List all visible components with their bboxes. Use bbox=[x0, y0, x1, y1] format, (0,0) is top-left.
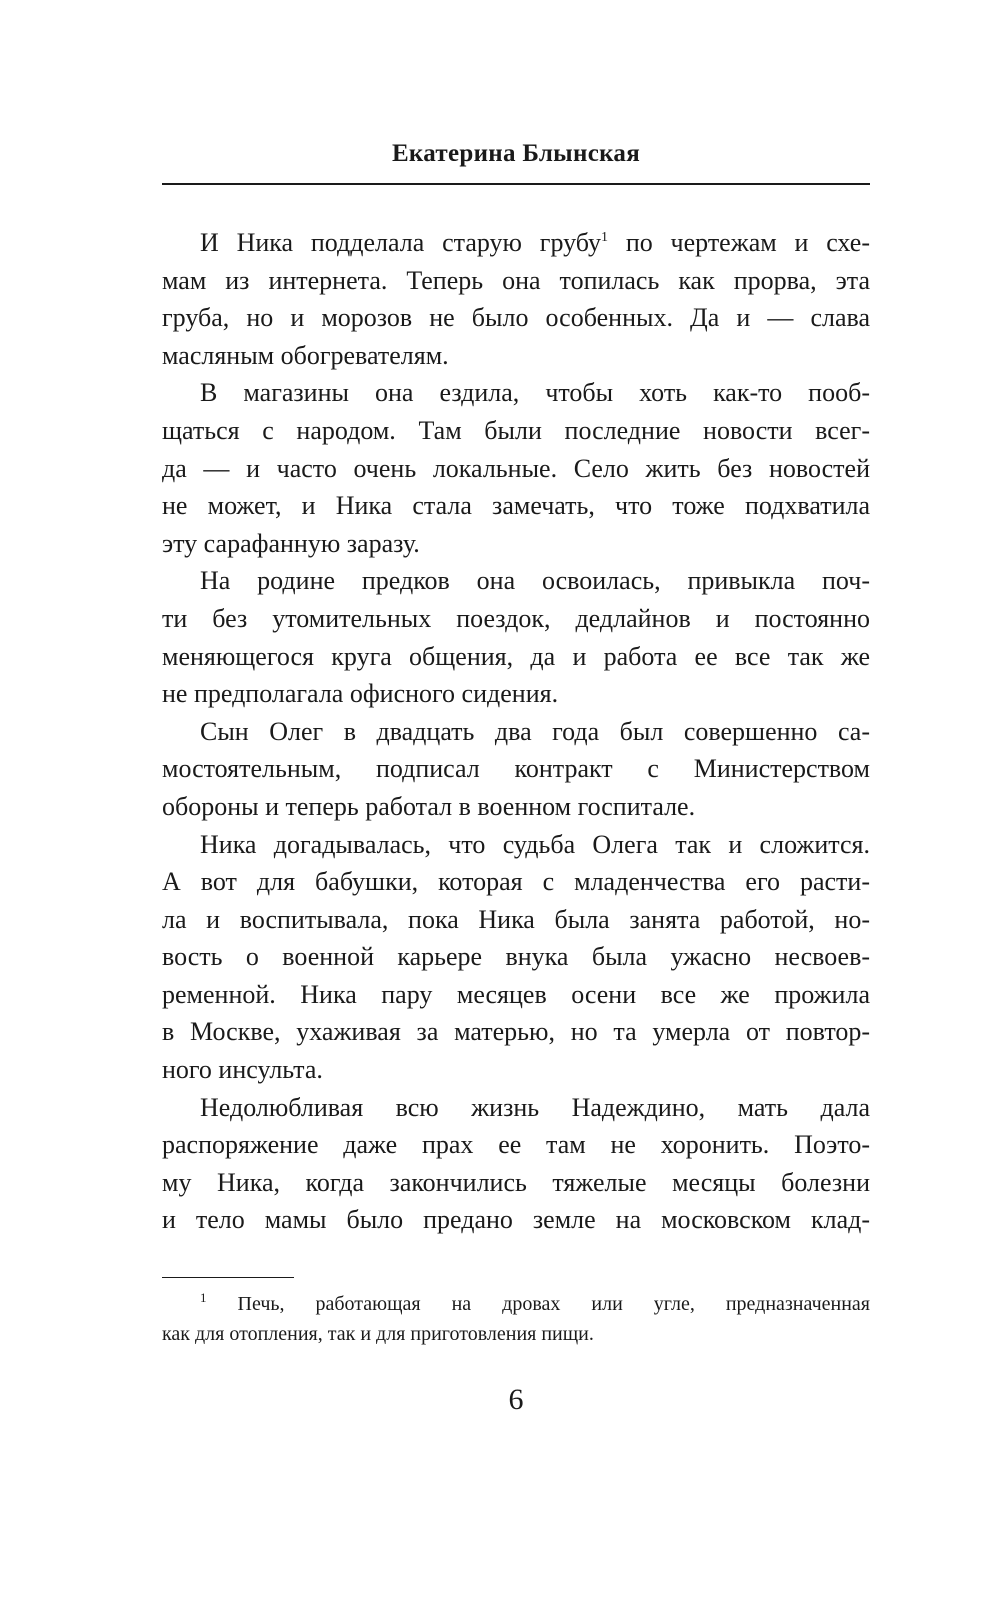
text-line: щаться с народом. Там были последние новости всег- bbox=[162, 415, 870, 445]
paragraph-6 bbox=[162, 1089, 870, 1239]
text-line: вость о военной карьере внука была ужасно несвоев- bbox=[162, 942, 870, 972]
page-number: 6 bbox=[508, 1383, 524, 1416]
text-line: Сын Олег в двадцать два года был совершенно са- bbox=[200, 716, 870, 746]
text-line: А вот для бабушки, которая с младенчества его расти- bbox=[162, 867, 870, 897]
text-line: ти без утомительных поездок, дедлайнов и постоянно bbox=[162, 603, 870, 633]
paragraph-2 bbox=[162, 374, 870, 562]
paragraph-1 bbox=[162, 224, 870, 374]
text-line: в Москве, ухаживая за матерью, но та умерла от повтор- bbox=[162, 1017, 870, 1047]
text-line: му Ника, когда закончились тяжелые месяцы болезни bbox=[162, 1167, 870, 1197]
text-line: В магазины она ездила, чтобы хоть как-то пооб- bbox=[200, 378, 870, 408]
text-line: распоряжение даже прах ее там не хоронить. Поэто- bbox=[162, 1130, 870, 1160]
paragraph-5 bbox=[162, 826, 870, 1089]
footnote bbox=[162, 1289, 870, 1349]
text-line: груба, но и морозов не было особенных. Да и — слава bbox=[162, 303, 870, 333]
text-line bbox=[162, 224, 870, 262]
text-fragment: И Ника подделала старую грубу bbox=[200, 228, 601, 257]
text-fragment: по чертежам и схе- bbox=[608, 228, 870, 257]
footnote-reference[interactable]: 1 bbox=[601, 230, 608, 245]
footnote-line bbox=[162, 1289, 870, 1319]
text-line: и тело мамы было предано земле на московском клад- bbox=[162, 1205, 870, 1235]
text-line: эту сарафанную заразу. bbox=[162, 528, 420, 558]
paragraph-3 bbox=[162, 562, 870, 712]
body-text bbox=[162, 224, 870, 1239]
text-line: обороны и теперь работал в военном госпитале. bbox=[162, 791, 696, 821]
text-line: мостоятельным, подписал контракт с Министерством bbox=[162, 754, 870, 784]
text-line: ла и воспитывала, пока Ника была занята работой, но- bbox=[162, 904, 870, 934]
text-line: да — и часто очень локальные. Село жить без новостей bbox=[162, 453, 870, 483]
text-line: Недолюбливая всю жизнь Надеждино, мать дала bbox=[200, 1092, 870, 1122]
footnote-rule bbox=[162, 1277, 294, 1278]
text-line: меняющегося круга общения, да и работа ее все так же bbox=[162, 641, 870, 671]
text-line: На родине предков она освоилась, привыкла поч- bbox=[200, 566, 870, 596]
text-line: Ника догадывалась, что судьба Олега так и сложится. bbox=[200, 829, 870, 859]
text-line: масляным обогревателям. bbox=[162, 340, 449, 370]
text-line: не может, и Ника стала замечать, что тоже подхватила bbox=[162, 491, 870, 521]
running-title: Екатерина Блынская bbox=[391, 140, 641, 167]
footnote-marker: 1 bbox=[200, 1290, 207, 1305]
footnote-text: Печь, работающая на дровах или угле, предназначенная bbox=[206, 1293, 870, 1315]
text-line: ременной. Ника пару месяцев осени все же прожила bbox=[162, 979, 870, 1009]
header-rule bbox=[162, 183, 870, 185]
paragraph-4 bbox=[162, 713, 870, 826]
text-line: ного инсульта. bbox=[162, 1055, 323, 1085]
text-line: не предполагала офисного сидения. bbox=[162, 679, 559, 709]
footnote-line: как для отопления, так и для приготовления пищи. bbox=[162, 1323, 594, 1345]
text-line: мам из интернета. Теперь она топилась как прорва, эта bbox=[162, 265, 870, 295]
